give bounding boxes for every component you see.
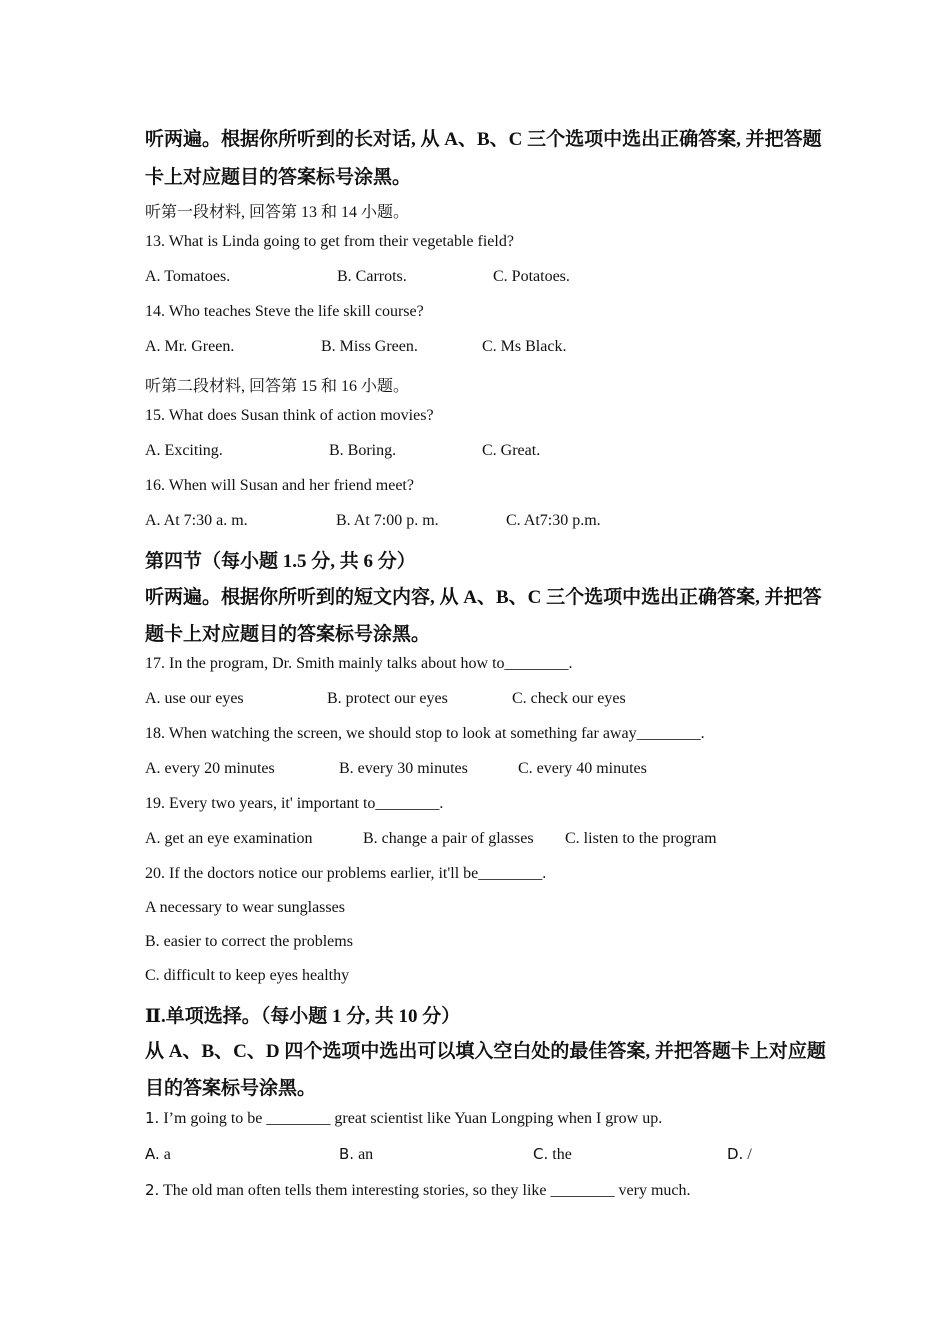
q14-option-a: A. Mr. Green. xyxy=(145,338,235,355)
q17-option-b: B. protect our eyes xyxy=(327,690,448,707)
material1-note: 听第一段材料, 回答第 13 和 14 小题。 xyxy=(145,204,410,221)
q18-option-a: A. every 20 minutes xyxy=(145,760,275,777)
question-15: 15. What does Susan think of action movies? xyxy=(145,407,434,424)
part2-instruction-line1: 从 A、B、C、D 四个选项中选出可以填入空白处的最佳答案, 并把答题卡上对应题 xyxy=(145,1041,826,1062)
question-1-text: I’m going to be ________ great scientist like Yuan Longping when I grow up. xyxy=(163,1110,663,1127)
question-20: 20. If the doctors notice our problems earlier, it'll be________. xyxy=(145,865,547,882)
q1-option-c-text: the xyxy=(552,1146,572,1163)
section4-heading: 第四节（每小题 1.5 分, 共 6 分） xyxy=(145,551,416,572)
q14-option-b: B. Miss Green. xyxy=(321,338,418,355)
q1-option-c xyxy=(533,1145,572,1164)
q15-option-c: C. Great. xyxy=(482,442,541,459)
q1-option-a-letter: A. xyxy=(145,1145,160,1163)
question-2 xyxy=(145,1181,690,1200)
q13-option-b: B. Carrots. xyxy=(337,268,407,285)
q20-option-b: B. easier to correct the problems xyxy=(145,933,353,950)
q17-option-a: A. use our eyes xyxy=(145,690,244,707)
question-1-number: 1. xyxy=(145,1109,160,1127)
question-2-text: The old man often tells them interesting stories, so they like ________ very much. xyxy=(163,1182,691,1199)
question-16: 16. When will Susan and her friend meet? xyxy=(145,477,414,494)
section4-instruction-line1: 听两遍。根据你所听到的短文内容, 从 A、B、C 三个选项中选出正确答案, 并把答 xyxy=(145,587,822,608)
part2-instruction-line2: 目的答案标号涂黑。 xyxy=(145,1078,317,1099)
q1-option-d-text: / xyxy=(747,1146,752,1163)
section3-instruction-line1: 听两遍。根据你所听到的长对话, 从 A、B、C 三个选项中选出正确答案, 并把答题 xyxy=(145,129,822,150)
material2-note: 听第二段材料, 回答第 15 和 16 小题。 xyxy=(145,378,410,395)
q18-option-c: C. every 40 minutes xyxy=(518,760,647,777)
section3-instruction-line2: 卡上对应题目的答案标号涂黑。 xyxy=(145,167,412,188)
q17-option-c: C. check our eyes xyxy=(512,690,626,707)
q18-option-b: B. every 30 minutes xyxy=(339,760,468,777)
q1-option-c-letter: C. xyxy=(533,1145,549,1163)
q1-option-a-text: a xyxy=(163,1146,171,1163)
section4-instruction-line2: 题卡上对应题目的答案标号涂黑。 xyxy=(145,624,431,645)
q1-option-b xyxy=(339,1145,373,1164)
question-1 xyxy=(145,1109,662,1128)
part2-heading: Ⅱ.单项选择。（每小题 1 分, 共 10 分） xyxy=(145,1006,461,1027)
q19-option-b: B. change a pair of glasses xyxy=(363,830,534,847)
question-17: 17. In the program, Dr. Smith mainly talks about how to________. xyxy=(145,655,573,672)
question-18: 18. When watching the screen, we should stop to look at something far away________. xyxy=(145,725,705,742)
q1-option-b-letter: B. xyxy=(339,1145,355,1163)
q20-option-a: A necessary to wear sunglasses xyxy=(145,899,345,916)
q1-option-a xyxy=(145,1145,171,1164)
q16-option-c: C. At7:30 p.m. xyxy=(506,512,601,529)
q1-option-b-text: an xyxy=(358,1146,374,1163)
question-13: 13. What is Linda going to get from their vegetable field? xyxy=(145,233,514,250)
q19-option-c: C. listen to the program xyxy=(565,830,717,847)
q19-option-a: A. get an eye examination xyxy=(145,830,313,847)
question-19: 19. Every two years, it' important to________. xyxy=(145,795,444,812)
q16-option-a: A. At 7:30 a. m. xyxy=(145,512,248,529)
q1-option-d-letter: D. xyxy=(727,1145,744,1163)
q15-option-a: A. Exciting. xyxy=(145,442,223,459)
question-2-number: 2. xyxy=(145,1181,160,1199)
q14-option-c: C. Ms Black. xyxy=(482,338,567,355)
question-14: 14. Who teaches Steve the life skill course? xyxy=(145,303,424,320)
q13-option-c: C. Potatoes. xyxy=(493,268,570,285)
q15-option-b: B. Boring. xyxy=(329,442,397,459)
q1-option-d xyxy=(727,1145,752,1164)
q16-option-b: B. At 7:00 p. m. xyxy=(336,512,439,529)
q20-option-c: C. difficult to keep eyes healthy xyxy=(145,967,350,984)
q13-option-a: A. Tomatoes. xyxy=(145,268,231,285)
